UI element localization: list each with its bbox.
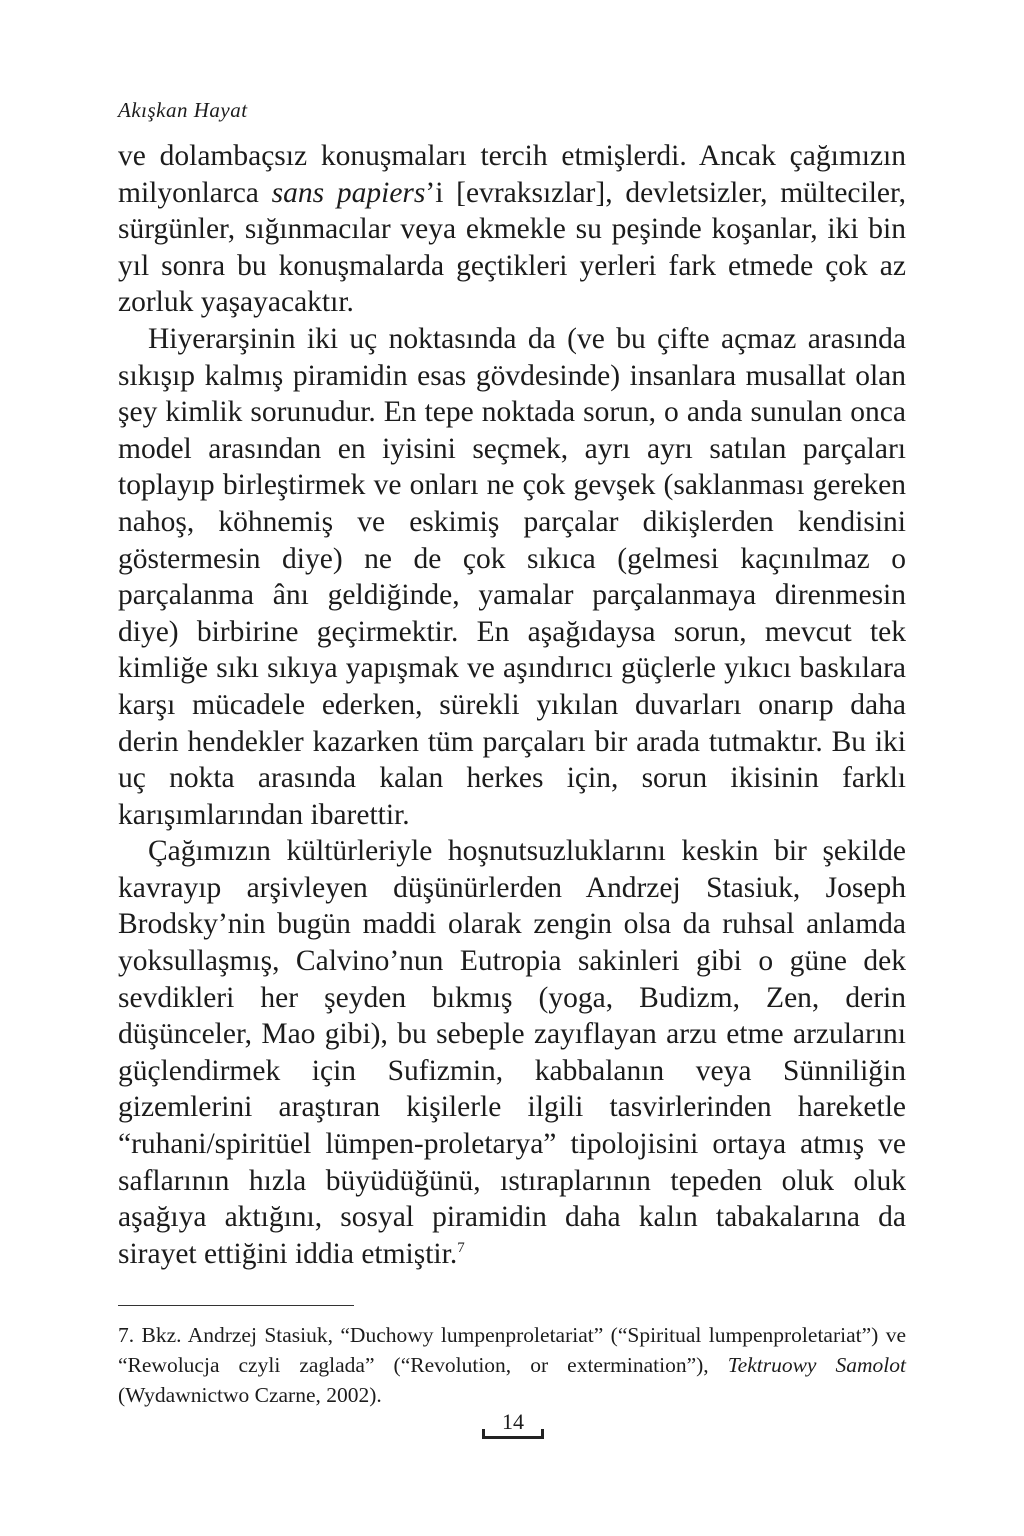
footnote-reference[interactable]: 7: [457, 1239, 465, 1256]
footnote-text-end: (Wydawnictwo Czarne, 2002).: [118, 1383, 382, 1407]
page-number-bracket-left: [482, 1429, 485, 1439]
footnote-text-start: 7. Bkz. Andrzej Stasiuk, “Duchowy lumpenproletariat” (“Spiritual lumpenproletariat”) ve “Rewolucja czyli zaglada” (“Revolution, or extermination”),: [118, 1323, 906, 1377]
footnote-divider: [118, 1305, 354, 1306]
page-number-underline: [482, 1436, 544, 1439]
body-text: [118, 138, 906, 1272]
paragraph-3: [118, 833, 906, 1272]
footnote-italic-title: Tektruowy Samolot: [727, 1353, 906, 1377]
paragraph-2: Hiyerarşinin iki uç noktasında da (ve bu çifte açmaz arasında sıkışıp kalmış piramidin esas gövdesinde) insanlara musallat olan şey kimlik sorunudur. En tepe noktada sorun, o anda sunulan onca model arasından en iyisini seçmek, ayrı ayrı satılan parçaları toplayıp birleştirmek ve onları ne çok gevşek (saklanması gereken nahoş, köhnemiş ve eskimiş parçalar dikişlerden kendisini göstermesin diye) ne de çok sıkıca (gelmesi kaçınılmaz o parçalanma ânı geldiğinde, yamalar parçalanmaya direnmesin diye) birbirine geçirmektir. En aşağıdaysa sorun, mevcut tek kimliğe sıkı sıkıya yapışmak ve aşındırıcı güçlerle yıkıcı baskılara karşı mücadele ederken, sürekli yıkılan duvarları onarıp daha derin hendekler kazarken tüm parçaları bir arada tutmaktır. Bu iki uç nokta arasında kalan herkes için, sorun ikisinin farklı karışımlarından ibarettir.: [118, 322, 906, 831]
paragraph-1: [118, 138, 906, 321]
page-number-bracket-right: [541, 1429, 544, 1439]
paragraph-1-italic-phrase: sans papiers: [271, 176, 426, 209]
page-number-block: [482, 1410, 544, 1440]
paragraph-1-text-end: ’i [evraksızlar], devletsizler, mülteciler, sürgünler, sığınmacılar veya ekmekle su peşinde koşanlar, iki bin yıl sonra bu konuşmalarda geçtikleri yerleri fark etmede çok az zorluk yaşayacaktır.: [118, 176, 907, 319]
paragraph-3-text: Çağımızın kültürleriyle hoşnutsuzluklarını keskin bir şekilde kavrayıp arşivleyen düşünürlerden Andrzej Stasiuk, Joseph Brodsky’nin bugün maddi olarak zengin olsa da ruhsal anlamda yoksullaşmış, Calvino’nun Eutropia sakinleri gibi o güne dek sevdikleri her şeyden bıkmış (yoga, Budizm, Zen, derin düşünceler, Mao gibi), bu sebeple zayıflayan arzu etme arzularını güçlendirmek için Sufizmin, kabbalanın veya Sünniliğin gizemlerini araştıran kişilerle ilgili tasvirlerinden hareketle “ruhani/spiritüel lümpen-proletarya” tipolojisini ortaya atmış ve saflarının hızla büyüdüğünü, ıstıraplarının tepeden oluk oluk aşağıya aktığını, sosyal piramidin daha kalın tabakalarına da sirayet ettiğini iddia etmiştir.: [118, 835, 906, 1270]
running-header-title: Akışkan Hayat: [118, 98, 248, 122]
paragraph-1-text-start: ve dolambaçsız konuşmaları tercih etmişlerdi. Ancak çağımızın milyonlarca: [118, 140, 906, 209]
page-number: 14: [502, 1409, 524, 1434]
footnote: [118, 1320, 906, 1410]
